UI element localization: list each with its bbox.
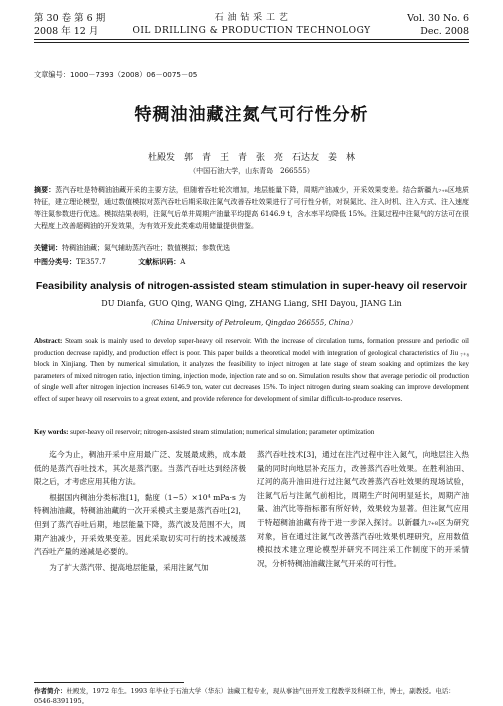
affiliation-en: （China University of Petroleum, Qingdao 266555, China） — [146, 319, 357, 327]
keywords-en-label: Key words: — [34, 428, 69, 436]
keywords-en-text: super-heavy oil reservoir; nitrogen-assisted steam stimulation; numerical simulation; parameter optimization — [70, 428, 375, 436]
header-rule-bottom — [34, 42, 469, 43]
abstract-cn-label: 摘要： — [34, 186, 56, 194]
authors-cn: 杜殿发 郭 青 王 青 张 亮 石达友 姜 林 — [147, 153, 355, 163]
journal-issue-info-en — [407, 12, 469, 38]
abstract-cn-text: 蒸汽吞吐是特稠油油藏开采的主要方法，但随着吞吐轮次增加，地层能量下降，周期产油减少，开采效果变差。结合新疆九₇₊₈区地质特征，建立理论模型，通过数值模拟对蒸汽吞吐后期采取注氮气改善吞吐效果进行了可行性分析，对误氮比、注入时机、注入方式、注入速度等注氮参数进行优选。模拟结果表明，注氮气后单井周期产油量平均提高 6146.9 t，含水率平均降低 15%。注氮过程中注氮气的方法可在很大程度上改善超稠油的开发效果，为有效开发此类难动用储量提供借鉴。 — [34, 186, 470, 230]
footnote-label: 作者简介： — [34, 687, 67, 695]
affiliation-cn: （中国石油大学，山东青岛 266555） — [189, 167, 314, 175]
body-column-left — [34, 448, 246, 576]
issue-date: 2008 年 12 月 — [34, 26, 99, 37]
keywords-en — [34, 428, 469, 436]
body-paragraph: 蒸汽吞吐技术[3]，通过在注汽过程中注入氮气，向地层注入热量的同时向地层补充压力，改善蒸汽吞吐效果。在胜利油田、辽河的高升油田进行过注氮气改善蒸汽吞吐效果的现场试验，注氮气后与注氮气前相比，周期生产时间明显延长，周期产油量、油汽比等指标都有所好转，效果较为显著。但注氮气应用于特超稠油油藏有待于进一步深入探讨。以新疆九₇₊₈区为研究对象，旨在通过注氮气改善蒸汽吞吐效果机理研究，应用数值模拟技术建立理论模型并研究不同注采工作制度下的开采情况，分析特稠油油藏注氮气开采的可行性。 — [257, 450, 469, 568]
abstract-en-label: Abstract: — [34, 337, 63, 345]
abstract-en — [34, 336, 469, 406]
footnote-text: 杜殿发，1972 年生。1993 年毕业于石油大学（华东）油藏工程专业，现从事油气田开发工程教学及科研工作，博士，副教授。电话：0546-8391195。 — [34, 687, 455, 705]
article-title-en: Feasibility analysis of nitrogen-assisted steam stimulation in super-heavy oil reservoir — [35, 280, 468, 292]
doc-code-value: A — [180, 258, 186, 266]
body-paragraph: 根据国内稠油分类标准[1]，黏度（1~5）×10⁴ mPa·s 为特稠油油藏，特稠油油藏的一次开采模式主要是蒸汽吞吐[2]，但到了蒸汽吞吐后期，地层能量下降，蒸汽波及范围不大，周期产油减少，开采效果变差。因此采取切实可行的技术减缓蒸汽吞吐产量的递减是必要的。 — [34, 492, 246, 557]
issue-date-en: Dec. 2008 — [420, 26, 469, 37]
body-paragraph: 为了扩大蒸汽带、提高地层能量，采用注氮气加 — [49, 562, 209, 572]
keywords-cn-text: 特稠油油藏；氮气辅助蒸汽吞吐；数值模拟；参数优选 — [62, 244, 230, 252]
keywords-cn — [34, 242, 469, 254]
header-rule-top — [34, 39, 469, 40]
article-number: 文章编号：1000－7393（2008）06－0075－05 — [34, 70, 198, 79]
abstract-cn — [34, 184, 469, 232]
clc-value: TE357.7 — [76, 258, 106, 266]
abstract-en-text: Steam soak is mainly used to develop super-heavy oil reservoir. With the increase of circulation turns, formation pressure and periodic oil production decrease rapidly, and production effect is poor. This paper builds a theoretical model with integration of geological characteristics of Jiu ₇₊₈ block in Xinjiang. Then by numerical simulation, it analyzes the feasibility to inject nitrogen at late stage of steam soaking and optimizes the key parameters of mixed nitrogen ratio, injection timing, injection mode, injection rate and so on. Simulation results show that average periodic oil production of single well after nitrogen injection increases 6146.9 ton, water cut decreases 15%. To inject nitrogen during steam soaking can improve development effect of super heavy oil reservoirs to a great extent, and provide reference for development of similar difficult-to-produce reserves. — [34, 337, 469, 403]
body-paragraph: 迄今为止，稠油开采中应用最广泛、发展最成熟，成本最低的是蒸汽吞吐技术，其次是蒸汽驱。当蒸汽吞吐达到经济极限之后，才考虑应用其他方法。 — [34, 450, 246, 487]
keywords-cn-label: 关键词： — [34, 244, 62, 252]
clc-label: 中图分类号： — [34, 258, 76, 266]
classification-line — [34, 256, 469, 268]
body-column-right — [257, 448, 469, 572]
volume-issue: 第 30 卷 第 6 期 — [34, 13, 106, 24]
author-footnote — [34, 686, 469, 706]
volume-issue-en: Vol. 30 No. 6 — [407, 13, 469, 24]
authors-en: DU Dianfa, GUO Qing, WANG Qing, ZHANG Liang, SHI Dayou, JIANG Lin — [101, 299, 402, 308]
footnote-rule — [34, 682, 184, 683]
journal-name-en: OIL DRILLING & PRODUCTION TECHNOLOGY — [132, 26, 371, 36]
doc-code-label: 文献标识码： — [138, 258, 181, 266]
article-title-cn: 特稠油油藏注氮气可行性分析 — [134, 105, 369, 125]
journal-name-cn: 石 油 钻 采 工 艺 — [214, 13, 289, 23]
